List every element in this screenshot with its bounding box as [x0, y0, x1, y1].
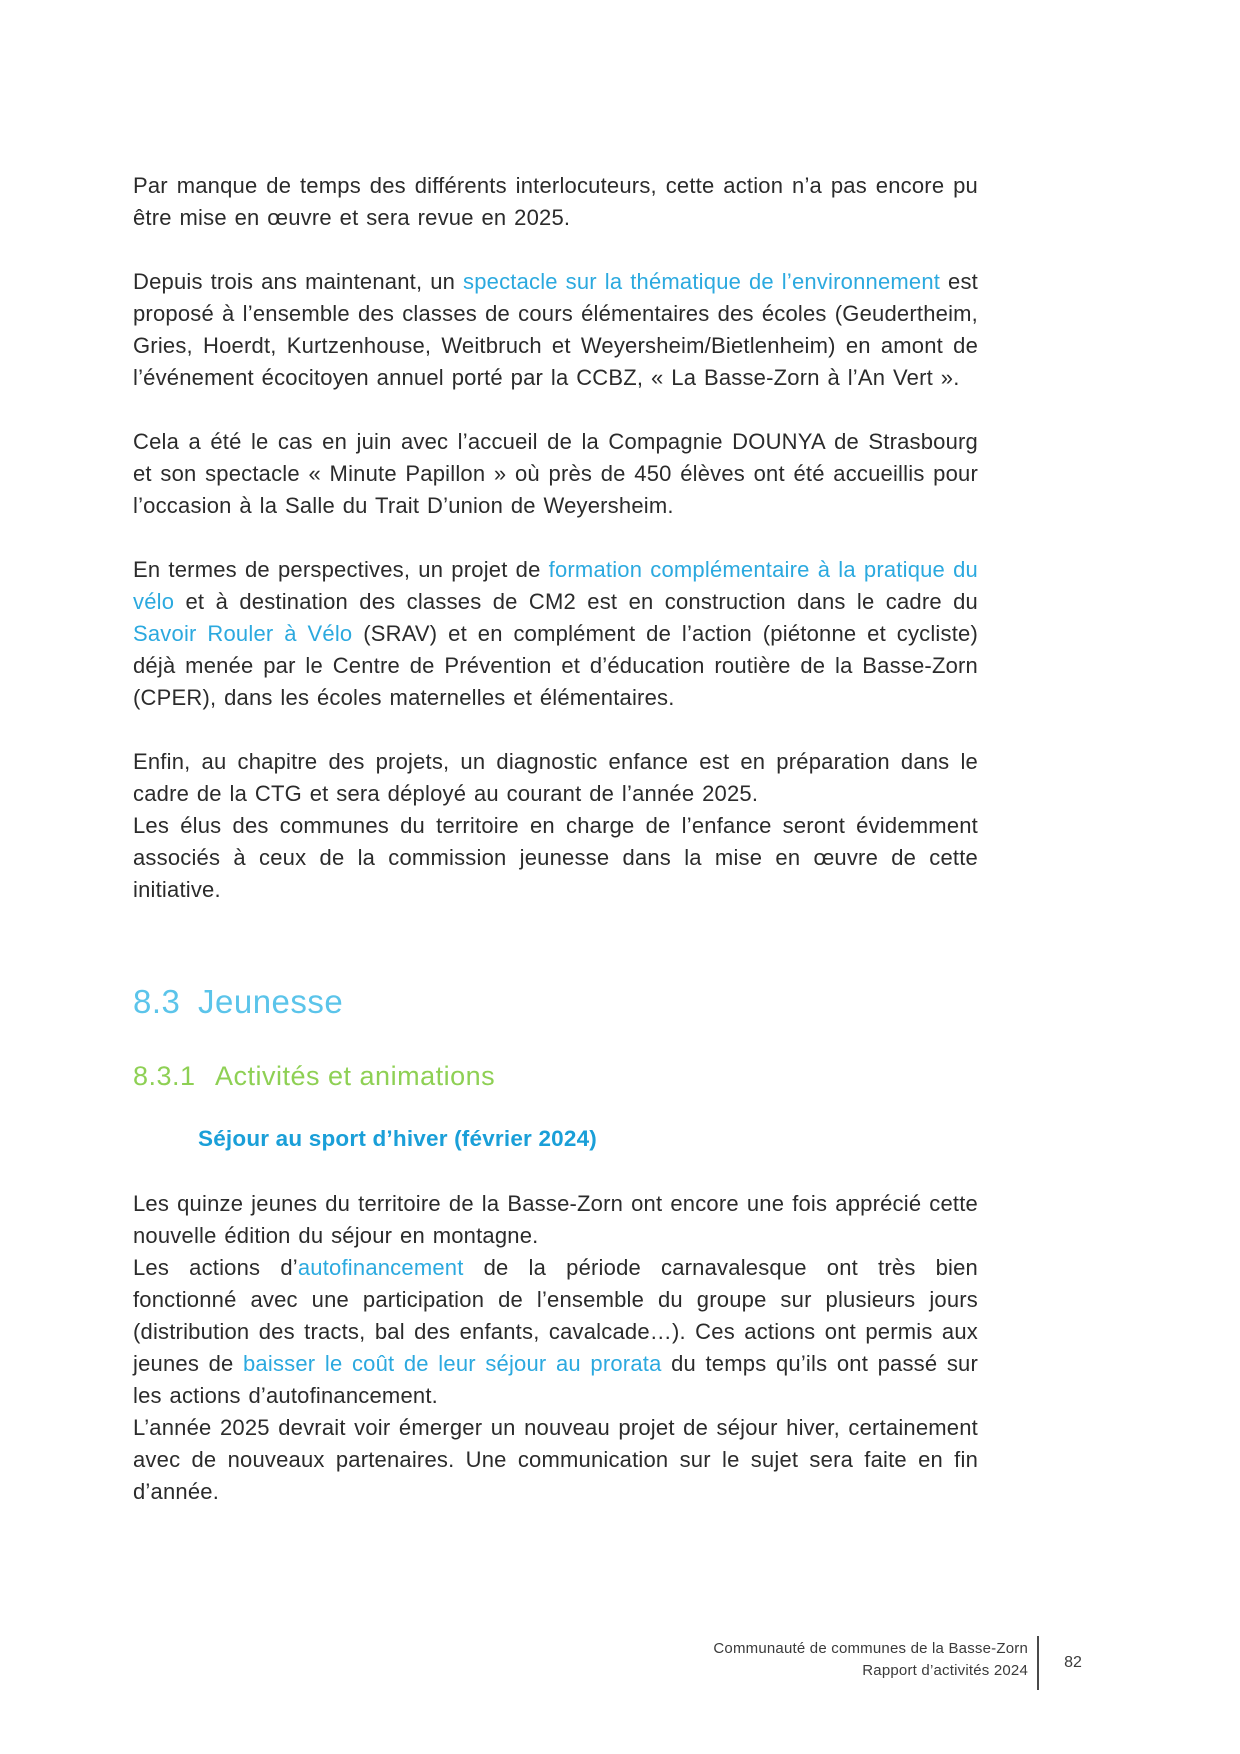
text-run: est proposé à l’ensemble des classes de cours élémentaires des écoles (Geudertheim, Gries, Hoerdt, Kurtzenhouse, Weitbruch et Weyersheim/Bietlenheim) en amont de l’événement écocitoyen annuel porté par la CCBZ, « La Basse-Zorn à l’An Vert ».: [133, 269, 978, 390]
section-title: Jeunesse: [198, 983, 344, 1020]
paragraph-group-projets: [133, 746, 978, 906]
text-run: de la période carnavalesque ont très bien fonctionné avec une participation de l’ensemble du groupe sur plusieurs jours (distribution des tracts, bal des enfants, cavalcade…). Ces actions ont permis aux jeunes de: [133, 1255, 978, 1376]
text-run: et à destination des classes de CM2 est en construction dans le cadre du: [174, 589, 978, 614]
text-run: du temps qu’ils ont passé sur les actions d’autofinancement.: [133, 1351, 978, 1408]
subsection-number: 8.3.1: [133, 1061, 196, 1091]
highlight-savoir-rouler-a-velo: Savoir Rouler à Vélo: [133, 621, 353, 646]
paragraph-spectacle: [133, 266, 978, 394]
text-run: Les quinze jeunes du territoire de la Basse-Zorn ont encore une fois apprécié cette nouvelle édition du séjour en montagne.: [133, 1191, 978, 1248]
sejour-hiver-title: Séjour au sport d’hiver (février 2024): [198, 1126, 597, 1151]
jeunesse-section: [133, 983, 978, 1508]
text-run: Enfin, au chapitre des projets, un diagnostic enfance est en préparation dans le cadre de la CTG et sera déployé au courant de l’année 2025.: [133, 749, 978, 806]
footer-text: [578, 1638, 1028, 1682]
paragraph-diagnostic-enfance: [133, 746, 978, 810]
subsection-title: Activités et animations: [215, 1061, 496, 1091]
paragraph-compagnie-dounya: [133, 426, 978, 522]
paragraph-perspectives: [133, 554, 978, 714]
highlight-spectacle-environnement: spectacle sur la thématique de l’environnement: [463, 269, 941, 294]
section-number: 8.3: [133, 983, 181, 1020]
text-run: Les élus des communes du territoire en charge de l’enfance seront évidemment associés à ceux de la commission jeunesse dans la mise en œuvre de cette initiative.: [133, 813, 978, 902]
paragraph-elus-communes: [133, 810, 978, 906]
section-heading-8-3: [133, 983, 978, 1021]
subsection-heading-8-3-1: [133, 1061, 978, 1092]
text-run: Par manque de temps des différents interlocuteurs, cette action n’a pas encore pu être mise en œuvre et sera revue en 2025.: [133, 173, 978, 230]
text-run: Les actions d’: [133, 1255, 298, 1280]
text-run: En termes de perspectives, un projet de: [133, 557, 549, 582]
body-text-block: [133, 170, 978, 938]
paragraph-quinze-jeunes: [133, 1188, 978, 1252]
footer-divider: [1037, 1636, 1039, 1690]
text-run: Cela a été le cas en juin avec l’accueil de la Compagnie DOUNYA de Strasbourg et son spectacle « Minute Papillon » où près de 450 élèves ont été accueillis pour l’occasion à la Salle du Trait D’union de Weyersheim.: [133, 429, 978, 518]
text-run: Depuis trois ans maintenant, un: [133, 269, 463, 294]
footer-report-title: Rapport d’activités 2024: [862, 1662, 1028, 1679]
highlight-formation-velo: formation complémentaire à la pratique du vélo: [133, 557, 978, 614]
text-run: (SRAV) et en complément de l’action (piétonne et cycliste) déjà menée par le Centre de Prévention et d’éducation routière de la Basse-Zorn (CPER), dans les écoles maternelles et élémentaires.: [133, 621, 978, 710]
highlight-baisser-cout-sejour: baisser le coût de leur séjour au prorata: [243, 1351, 662, 1376]
page-footer: [0, 1634, 1240, 1704]
highlight-autofinancement: autofinancement: [297, 1255, 464, 1280]
page-number: 82: [1064, 1654, 1082, 1671]
paragraph-intro: [133, 170, 978, 234]
paragraph-autofinancement: [133, 1252, 978, 1412]
text-run: L’année 2025 devrait voir émerger un nouveau projet de séjour hiver, certainement avec de nouveaux partenaires. Une communication sur le sujet sera faite en fin d’année.: [133, 1415, 978, 1504]
paragraph-annee-2025: [133, 1412, 978, 1508]
paragraph-group-sejour: [133, 1188, 978, 1508]
footer-organization: Communauté de communes de la Basse-Zorn: [713, 1640, 1028, 1657]
